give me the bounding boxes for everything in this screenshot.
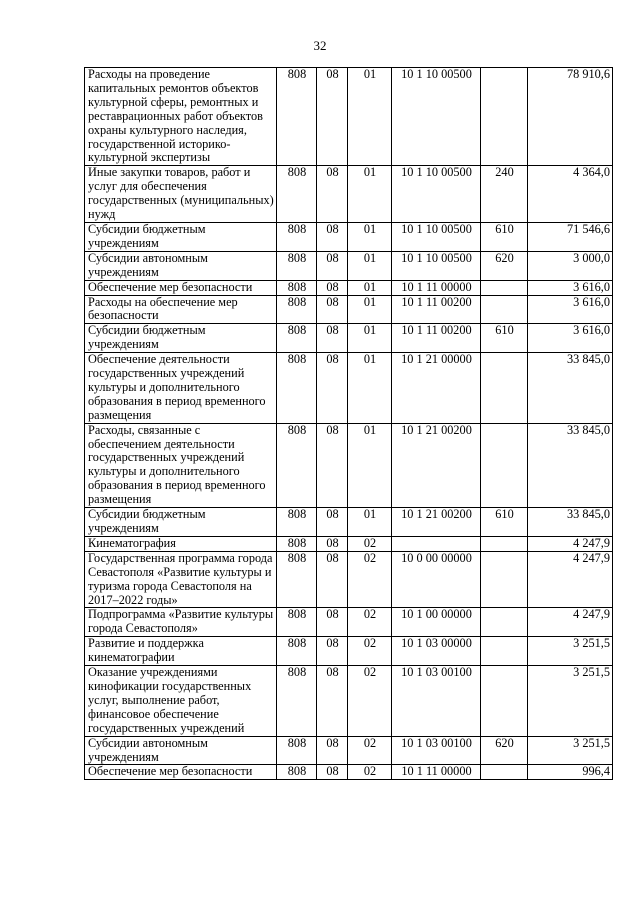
section-code-cell: 08 — [317, 251, 348, 280]
budget-table — [84, 67, 613, 780]
target-article-cell: 10 1 21 00200 — [392, 508, 481, 537]
amount-cell: 996,4 — [528, 765, 613, 780]
ministry-code-cell: 808 — [277, 551, 317, 608]
expense-name-cell: Обеспечение деятельности государственных учреждений культуры и дополнительного образования в период временного размещения — [85, 353, 277, 424]
subsection-code-cell: 01 — [348, 222, 392, 251]
section-code-cell: 08 — [317, 280, 348, 295]
amount-cell: 4 364,0 — [528, 166, 613, 223]
table-row — [85, 295, 613, 324]
subsection-code-cell: 01 — [348, 423, 392, 507]
expense-name-cell: Субсидии автономным учреждениям — [85, 736, 277, 765]
section-code-cell: 08 — [317, 508, 348, 537]
page-number: 32 — [313, 38, 327, 53]
subsection-code-cell: 01 — [348, 68, 392, 166]
amount-cell: 3 616,0 — [528, 280, 613, 295]
table-row — [85, 280, 613, 295]
expense-name-cell: Государственная программа города Севастополя «Развитие культуры и туризма города Севастополя на 2017–2022 годы» — [85, 551, 277, 608]
section-code-cell: 08 — [317, 536, 348, 551]
expense-type-cell — [481, 637, 528, 666]
expense-name-cell: Оказание учреждениями кинофикации государственных услуг, выполнение работ, финансовое обеспечение государственных учреждений — [85, 666, 277, 737]
subsection-code-cell: 02 — [348, 666, 392, 737]
amount-cell: 71 546,6 — [528, 222, 613, 251]
expense-name-cell: Кинематография — [85, 536, 277, 551]
subsection-code-cell: 02 — [348, 637, 392, 666]
target-article-cell: 10 1 00 00000 — [392, 608, 481, 637]
expense-type-cell — [481, 608, 528, 637]
table-row — [85, 508, 613, 537]
amount-cell: 78 910,6 — [528, 68, 613, 166]
expense-name-cell: Субсидии автономным учреждениям — [85, 251, 277, 280]
ministry-code-cell: 808 — [277, 608, 317, 637]
table-row — [85, 736, 613, 765]
table-row — [85, 251, 613, 280]
section-code-cell: 08 — [317, 68, 348, 166]
target-article-cell: 10 1 10 00500 — [392, 251, 481, 280]
ministry-code-cell: 808 — [277, 666, 317, 737]
target-article-cell: 10 1 11 00000 — [392, 280, 481, 295]
subsection-code-cell: 02 — [348, 536, 392, 551]
expense-name-cell: Иные закупки товаров, работ и услуг для обеспечения государственных (муниципальных) нужд — [85, 166, 277, 223]
amount-cell: 3 000,0 — [528, 251, 613, 280]
target-article-cell: 10 1 10 00500 — [392, 68, 481, 166]
section-code-cell: 08 — [317, 295, 348, 324]
expense-name-cell: Развитие и поддержка кинематографии — [85, 637, 277, 666]
expense-type-cell — [481, 68, 528, 166]
section-code-cell: 08 — [317, 166, 348, 223]
expense-type-cell — [481, 280, 528, 295]
subsection-code-cell: 02 — [348, 551, 392, 608]
table-row — [85, 666, 613, 737]
section-code-cell: 08 — [317, 423, 348, 507]
expense-name-cell: Обеспечение мер безопасности — [85, 765, 277, 780]
amount-cell: 4 247,9 — [528, 608, 613, 637]
table-row — [85, 166, 613, 223]
section-code-cell: 08 — [317, 608, 348, 637]
section-code-cell: 08 — [317, 666, 348, 737]
expense-name-cell: Расходы на обеспечение мер безопасности — [85, 295, 277, 324]
expense-type-cell: 610 — [481, 508, 528, 537]
target-article-cell: 10 0 00 00000 — [392, 551, 481, 608]
section-code-cell: 08 — [317, 222, 348, 251]
section-code-cell: 08 — [317, 324, 348, 353]
ministry-code-cell: 808 — [277, 68, 317, 166]
target-article-cell: 10 1 03 00100 — [392, 666, 481, 737]
target-article-cell: 10 1 11 00200 — [392, 295, 481, 324]
amount-cell: 3 251,5 — [528, 666, 613, 737]
target-article-cell: 10 1 11 00200 — [392, 324, 481, 353]
expense-type-cell — [481, 536, 528, 551]
ministry-code-cell: 808 — [277, 222, 317, 251]
ministry-code-cell: 808 — [277, 295, 317, 324]
subsection-code-cell: 01 — [348, 280, 392, 295]
section-code-cell: 08 — [317, 353, 348, 424]
expense-type-cell: 240 — [481, 166, 528, 223]
amount-cell: 3 616,0 — [528, 324, 613, 353]
amount-cell: 33 845,0 — [528, 353, 613, 424]
expense-type-cell — [481, 765, 528, 780]
expense-name-cell: Субсидии бюджетным учреждениям — [85, 508, 277, 537]
amount-cell: 33 845,0 — [528, 423, 613, 507]
subsection-code-cell: 02 — [348, 736, 392, 765]
subsection-code-cell: 01 — [348, 295, 392, 324]
ministry-code-cell: 808 — [277, 736, 317, 765]
expense-type-cell: 610 — [481, 324, 528, 353]
subsection-code-cell: 01 — [348, 324, 392, 353]
expense-name-cell: Расходы, связанные с обеспечением деятельности государственных учреждений культуры и дополнительного образования в период временного размещения — [85, 423, 277, 507]
expense-name-cell: Субсидии бюджетным учреждениям — [85, 222, 277, 251]
expense-name-cell: Подпрограмма «Развитие культуры города Севастополя» — [85, 608, 277, 637]
table-row — [85, 222, 613, 251]
table-row — [85, 637, 613, 666]
table-row — [85, 353, 613, 424]
section-code-cell: 08 — [317, 637, 348, 666]
amount-cell: 3 616,0 — [528, 295, 613, 324]
section-code-cell: 08 — [317, 765, 348, 780]
amount-cell: 33 845,0 — [528, 508, 613, 537]
table-row — [85, 765, 613, 780]
target-article-cell: 10 1 03 00100 — [392, 736, 481, 765]
subsection-code-cell: 02 — [348, 765, 392, 780]
target-article-cell — [392, 536, 481, 551]
amount-cell: 4 247,9 — [528, 551, 613, 608]
amount-cell: 3 251,5 — [528, 637, 613, 666]
expense-type-cell — [481, 295, 528, 324]
expense-type-cell: 620 — [481, 736, 528, 765]
ministry-code-cell: 808 — [277, 353, 317, 424]
amount-cell: 4 247,9 — [528, 536, 613, 551]
ministry-code-cell: 808 — [277, 423, 317, 507]
expense-type-cell — [481, 423, 528, 507]
target-article-cell: 10 1 21 00000 — [392, 353, 481, 424]
target-article-cell: 10 1 21 00200 — [392, 423, 481, 507]
subsection-code-cell: 01 — [348, 251, 392, 280]
ministry-code-cell: 808 — [277, 536, 317, 551]
subsection-code-cell: 01 — [348, 166, 392, 223]
ministry-code-cell: 808 — [277, 508, 317, 537]
ministry-code-cell: 808 — [277, 280, 317, 295]
ministry-code-cell: 808 — [277, 251, 317, 280]
table-row — [85, 551, 613, 608]
section-code-cell: 08 — [317, 736, 348, 765]
ministry-code-cell: 808 — [277, 765, 317, 780]
subsection-code-cell: 02 — [348, 608, 392, 637]
amount-cell: 3 251,5 — [528, 736, 613, 765]
table-row — [85, 536, 613, 551]
expense-name-cell: Субсидии бюджетным учреждениям — [85, 324, 277, 353]
expense-type-cell: 610 — [481, 222, 528, 251]
expense-name-cell: Расходы на проведение капитальных ремонтов объектов культурной сферы, ремонтных и реставрационных работ объектов охраны культурного наследия, государственной историко-культурной экспертизы — [85, 68, 277, 166]
table-row — [85, 324, 613, 353]
target-article-cell: 10 1 10 00500 — [392, 222, 481, 251]
subsection-code-cell: 01 — [348, 508, 392, 537]
section-code-cell: 08 — [317, 551, 348, 608]
target-article-cell: 10 1 10 00500 — [392, 166, 481, 223]
ministry-code-cell: 808 — [277, 637, 317, 666]
ministry-code-cell: 808 — [277, 166, 317, 223]
expense-name-cell: Обеспечение мер безопасности — [85, 280, 277, 295]
expense-type-cell — [481, 353, 528, 424]
table-row — [85, 608, 613, 637]
target-article-cell: 10 1 03 00000 — [392, 637, 481, 666]
expense-type-cell: 620 — [481, 251, 528, 280]
expense-type-cell — [481, 666, 528, 737]
target-article-cell: 10 1 11 00000 — [392, 765, 481, 780]
table-row — [85, 68, 613, 166]
subsection-code-cell: 01 — [348, 353, 392, 424]
expense-type-cell — [481, 551, 528, 608]
table-row — [85, 423, 613, 507]
budget-table-body — [85, 68, 613, 780]
ministry-code-cell: 808 — [277, 324, 317, 353]
